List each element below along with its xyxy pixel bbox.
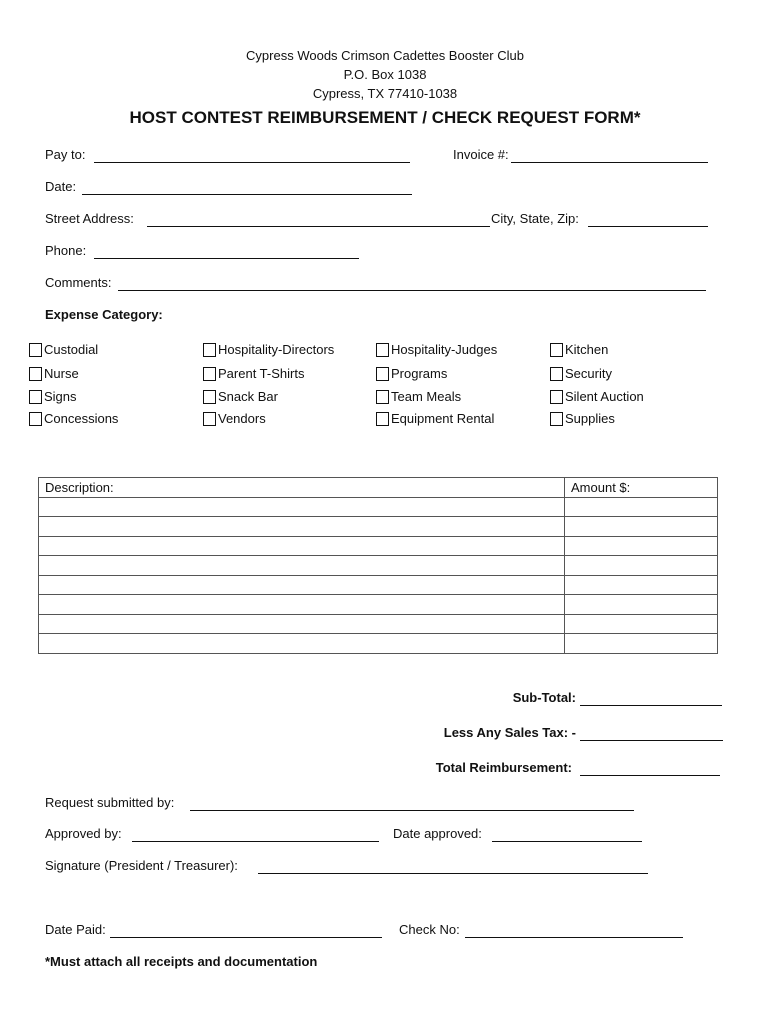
table-row	[39, 614, 718, 634]
approved-by-line[interactable]	[132, 841, 379, 842]
amount-cell[interactable]	[565, 517, 718, 537]
description-cell[interactable]	[39, 575, 565, 595]
form-title: HOST CONTEST REIMBURSEMENT / CHECK REQUEST FORM*	[129, 108, 641, 127]
invoice-line[interactable]	[511, 162, 708, 163]
checkbox-icon	[550, 367, 563, 381]
description-cell[interactable]	[39, 517, 565, 537]
amount-cell[interactable]	[565, 556, 718, 576]
description-cell[interactable]	[39, 536, 565, 556]
date-paid-label: Date Paid:	[45, 922, 106, 937]
invoice-label: Invoice #:	[453, 147, 509, 162]
pay-to-line[interactable]	[94, 162, 410, 163]
checkbox-custodial[interactable]: Custodial	[29, 342, 98, 357]
checkbox-nurse[interactable]: Nurse	[29, 366, 79, 381]
approved-by-label: Approved by:	[45, 826, 122, 841]
comments-label: Comments:	[45, 275, 112, 290]
phone-line[interactable]	[94, 258, 359, 259]
table-header-row	[39, 478, 718, 498]
date-line[interactable]	[82, 194, 412, 195]
date-paid-line[interactable]	[110, 937, 382, 938]
sales-tax-line[interactable]	[580, 740, 723, 741]
checkbox-hospitality-judges[interactable]: Hospitality-Judges	[376, 342, 497, 357]
checkbox-icon	[376, 412, 389, 426]
comments-line[interactable]	[118, 290, 706, 291]
expense-category-label: Expense Category:	[45, 307, 163, 322]
description-cell[interactable]	[39, 634, 565, 654]
date-label: Date:	[45, 179, 77, 194]
checkbox-icon	[29, 390, 42, 404]
description-cell[interactable]	[39, 595, 565, 615]
amount-cell[interactable]	[565, 536, 718, 556]
org-name: Cypress Woods Crimson Cadettes Booster Club	[246, 48, 524, 63]
pay-to-label: Pay to:	[45, 147, 86, 162]
amount-cell[interactable]	[565, 575, 718, 595]
phone-label: Phone:	[45, 243, 87, 258]
footnote: *Must attach all receipts and documentation	[45, 954, 318, 969]
checkbox-icon	[203, 390, 216, 404]
table-row	[39, 536, 718, 556]
signature-label: Signature (President / Treasurer):	[45, 858, 238, 873]
checkbox-icon	[29, 412, 42, 426]
amount-cell[interactable]	[565, 595, 718, 615]
street-line[interactable]	[147, 226, 490, 227]
date-approved-line[interactable]	[492, 841, 642, 842]
amount-cell[interactable]	[565, 614, 718, 634]
submitted-by-line[interactable]	[190, 810, 634, 811]
checkbox-icon	[203, 412, 216, 426]
checkbox-icon	[376, 367, 389, 381]
city-address: Cypress, TX 77410-1038	[312, 86, 458, 101]
submitted-by-label: Request submitted by:	[45, 795, 175, 810]
checkbox-snack-bar[interactable]: Snack Bar	[203, 389, 278, 404]
table-row	[39, 556, 718, 576]
amount-header: Amount $:	[565, 478, 718, 498]
city-state-zip-line[interactable]	[588, 226, 708, 227]
checkbox-team-meals[interactable]: Team Meals	[376, 389, 461, 404]
description-cell[interactable]	[39, 497, 565, 517]
checkbox-icon	[550, 390, 563, 404]
description-cell[interactable]	[39, 556, 565, 576]
checkbox-kitchen[interactable]: Kitchen	[550, 342, 608, 357]
checkbox-signs[interactable]: Signs	[29, 389, 77, 404]
amount-cell[interactable]	[565, 497, 718, 517]
checkbox-programs[interactable]: Programs	[376, 366, 447, 381]
table-row	[39, 575, 718, 595]
city-state-zip-label: City, State, Zip:	[491, 211, 579, 226]
date-approved-label: Date approved:	[393, 826, 482, 841]
checkbox-supplies[interactable]: Supplies	[550, 411, 615, 426]
street-label: Street Address:	[45, 211, 134, 226]
checkbox-parent-t-shirts[interactable]: Parent T-Shirts	[203, 366, 304, 381]
table-row	[39, 634, 718, 654]
checkbox-hospitality-directors[interactable]: Hospitality-Directors	[203, 342, 334, 357]
checkbox-icon	[550, 412, 563, 426]
checkbox-silent-auction[interactable]: Silent Auction	[550, 389, 644, 404]
checkbox-equipment-rental[interactable]: Equipment Rental	[376, 411, 494, 426]
checkbox-icon	[203, 343, 216, 357]
checkbox-icon	[376, 343, 389, 357]
po-box: P.O. Box 1038	[343, 67, 427, 82]
checkbox-icon	[376, 390, 389, 404]
checkbox-vendors[interactable]: Vendors	[203, 411, 266, 426]
check-no-line[interactable]	[465, 937, 683, 938]
checkbox-concessions[interactable]: Concessions	[29, 411, 118, 426]
description-header: Description:	[39, 478, 565, 498]
check-no-label: Check No:	[399, 922, 460, 937]
table-row	[39, 517, 718, 537]
checkbox-icon	[203, 367, 216, 381]
checkbox-icon	[29, 343, 42, 357]
signature-line[interactable]	[258, 873, 648, 874]
description-cell[interactable]	[39, 614, 565, 634]
checkbox-icon	[29, 367, 42, 381]
subtotal-line[interactable]	[580, 705, 722, 706]
checkbox-icon	[550, 343, 563, 357]
total-reimbursement-label: Total Reimbursement:	[435, 760, 572, 775]
table-row	[39, 497, 718, 517]
table-row	[39, 595, 718, 615]
expense-table	[38, 477, 718, 654]
sales-tax-label: Less Any Sales Tax: -	[443, 725, 576, 740]
amount-cell[interactable]	[565, 634, 718, 654]
total-reimbursement-line[interactable]	[580, 775, 720, 776]
subtotal-label: Sub-Total:	[512, 690, 576, 705]
checkbox-security[interactable]: Security	[550, 366, 612, 381]
